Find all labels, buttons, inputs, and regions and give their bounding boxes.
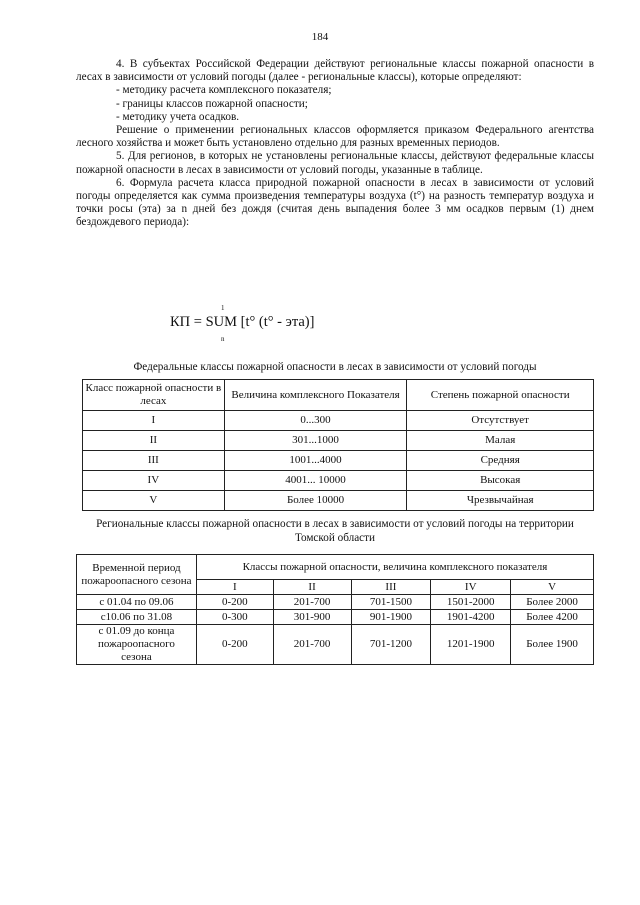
table-cell: 0-200	[196, 625, 273, 665]
table-row	[83, 471, 594, 491]
formula	[170, 304, 470, 344]
table-cell: 301...1000	[224, 431, 407, 451]
table-cell: 701-1200	[351, 625, 431, 665]
table-row	[77, 595, 594, 610]
table-cell: 1201-1900	[431, 625, 511, 665]
table-cell: I	[83, 411, 225, 431]
table-row	[83, 451, 594, 471]
federal-classes-table	[82, 379, 594, 511]
table-cell: III	[83, 451, 225, 471]
table-cell: Более 4200	[511, 610, 594, 625]
table-row	[77, 625, 594, 665]
table-cell: 1501-2000	[431, 595, 511, 610]
paragraph-6: 6. Формула расчета класса природной пожарной опасности в лесах в зависимости от условий погоды определяется как сумма произведения температуры воздуха (t°) на разность температур воздуха и точки росы (эта) за n дней без дождя (считая день выпадения более 3 мм осадков первым (1) днем бездождевого периода):	[76, 176, 594, 229]
class-number: III	[351, 580, 431, 595]
table-cell: Высокая	[407, 471, 594, 491]
page-number: 184	[311, 31, 329, 43]
column-header: Величина комплексного Показателя	[224, 380, 407, 411]
formula-upper-limit: 1	[221, 304, 225, 312]
column-header: Класс пожарной опасности в лесах	[83, 380, 225, 411]
table-cell: 0-200	[196, 595, 273, 610]
period-header: Временной период пожароопасного сезона	[77, 555, 197, 595]
federal-table-caption: Федеральные классы пожарной опасности в лесах в зависимости от условий погоды	[133, 361, 537, 373]
table-cell: 1901-4200	[431, 610, 511, 625]
list-item: - методику расчета комплексного показателя;	[116, 84, 332, 97]
table-cell: Более 1900	[511, 625, 594, 665]
table-cell: 901-1900	[351, 610, 431, 625]
paragraph-4: 4. В субъектах Российской Федерации действуют региональные классы пожарной опасности в лесах в зависимости от условий погоды (далее - региональные классы), которые определяют:	[76, 58, 594, 84]
table-cell: 1001...4000	[224, 451, 407, 471]
table-cell: Средняя	[407, 451, 594, 471]
formula-lower-limit: n	[221, 335, 225, 343]
regional-classes-table	[76, 554, 594, 665]
paragraph-4-decision: Решение о применении региональных классов оформляется приказом Федерального агентства лесного хозяйства и может быть установлено отдельно для разных временных периодов.	[76, 124, 594, 150]
paragraph-5: 5. Для регионов, в которых не установлены региональные классы, действуют федеральные классы пожарной опасности в лесах в зависимости от условий погоды, указанные в таблице.	[76, 150, 594, 176]
table-row	[83, 431, 594, 451]
table-cell: Малая	[407, 431, 594, 451]
table-cell: IV	[83, 471, 225, 491]
table-header-row	[83, 380, 594, 411]
regional-table-caption: Региональные классы пожарной опасности в лесах в зависимости от условий погоды на территории Томской области	[96, 518, 574, 544]
table-cell: 301-900	[273, 610, 351, 625]
list-item: - методику учета осадков.	[116, 110, 240, 123]
table-cell: Более 10000	[224, 491, 407, 511]
table-row	[83, 411, 594, 431]
table-cell: Более 2000	[511, 595, 594, 610]
body-text	[76, 58, 594, 230]
table-cell: II	[83, 431, 225, 451]
class-number: II	[273, 580, 351, 595]
class-number: I	[196, 580, 273, 595]
period-cell: с 01.09 до конца пожароопасного сезона	[77, 625, 197, 665]
table-row	[83, 491, 594, 511]
table-cell: Отсутствует	[407, 411, 594, 431]
table-cell: 4001... 10000	[224, 471, 407, 491]
list-item: - границы классов пожарной опасности;	[116, 97, 308, 110]
table-cell: 201-700	[273, 625, 351, 665]
class-number: V	[511, 580, 594, 595]
formula-expression: КП = SUM [t° (t° - эта)]	[170, 314, 315, 330]
table-cell: 701-1500	[351, 595, 431, 610]
column-header: Степень пожарной опасности	[407, 380, 594, 411]
period-cell: с10.06 по 31.08	[77, 610, 197, 625]
table-cell: V	[83, 491, 225, 511]
table-cell: 0...300	[224, 411, 407, 431]
class-number: IV	[431, 580, 511, 595]
table-row	[77, 610, 594, 625]
classes-header: Классы пожарной опасности, величина комплексного показателя	[196, 555, 593, 580]
table-header-row	[77, 555, 594, 580]
table-cell: 0-300	[196, 610, 273, 625]
period-cell: с 01.04 по 09.06	[77, 595, 197, 610]
table-cell: 201-700	[273, 595, 351, 610]
table-cell: Чрезвычайная	[407, 491, 594, 511]
